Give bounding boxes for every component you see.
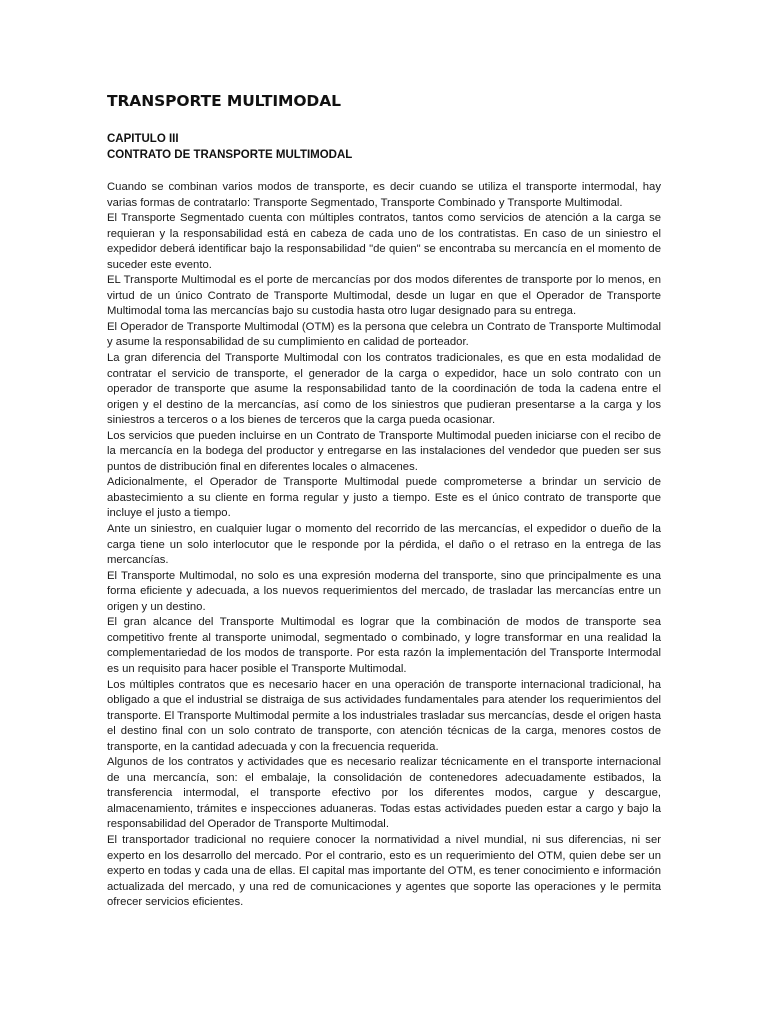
paragraph: El Transporte Multimodal, no solo es una expresión moderna del transporte, sino que principalmente es una forma eficiente y adecuada, a los nuevos requerimientos del mercado, de trasladar las mercancías entre un origen y un destino. <box>107 569 661 613</box>
chapter-heading <box>107 131 352 163</box>
paragraph: EL Transporte Multimodal es el porte de mercancías por dos modos diferentes de transporte por lo menos, en virtud de un único Contrato de Transporte Multimodal, desde un lugar en que el Operador de Transporte Multimodal toma las mercancías bajo su custodia hasta otro lugar designado para su entrega. <box>107 274 661 318</box>
paragraph: Los servicios que pueden incluirse en un Contrato de Transporte Multimodal pueden iniciarse con el recibo de la mercancía en la bodega del productor y entregarse en las instalaciones del vendedor que pueden ser sus puntos de distribución final en diferentes locales o almacenes. <box>107 429 661 473</box>
paragraph: El gran alcance del Transporte Multimodal es lograr que la combinación de modos de transporte sea competitivo frente al transporte unimodal, segmentado o combinado, y logre transformar en una realidad la complementariedad de los modos de transporte. Por esta razón la implementación del Transporte Intermodal es un requisito para hacer posible el Transporte Multimodal. <box>107 616 661 675</box>
chapter-subtitle: CONTRATO DE TRANSPORTE MULTIMODAL <box>107 149 353 161</box>
paragraph: El Operador de Transporte Multimodal (OTM) es la persona que celebra un Contrato de Transporte Multimodal y asume la responsabilidad de su cumplimiento en calidad de porteador. <box>107 320 661 349</box>
document-body <box>107 180 661 911</box>
paragraph: Cuando se combinan varios modos de transporte, es decir cuando se utiliza el transporte intermodal, hay varias formas de contratarlo: Transporte Segmentado, Transporte Combinado y Transporte Multimodal. <box>107 181 661 209</box>
paragraph: Ante un siniestro, en cualquier lugar o momento del recorrido de las mercancías, el expedidor o dueño de la carga tiene un solo interlocutor que le responde por la pérdida, el daño o el retraso en la entrega de las mercancías. <box>107 523 661 567</box>
paragraph: Adicionalmente, el Operador de Transporte Multimodal puede comprometerse a brindar un servicio de abastecimiento a su cliente en forma regular y justo a tiempo. Este es el único contrato de transporte que incluye el justo a tiempo. <box>107 476 661 520</box>
paragraph: Algunos de los contratos y actividades que es necesario realizar técnicamente en el transporte internacional de una mercancía, son: el embalaje, la consolidación de contenedores adecuadamente estibados, la transferencia intermodal, el transporte efectivo por los diferentes modos, cargue y descargue, almacenamiento, trámites e inspecciones aduaneras. Todas estas actividades pueden estar a cargo y bajo la responsabilidad del Operador de Transporte Multimodal. <box>107 756 661 831</box>
document-title: TRANSPORTE MULTIMODAL <box>107 92 341 110</box>
paragraph: Los múltiples contratos que es necesario hacer en una operación de transporte internacional tradicional, ha obligado a que el industrial se distraiga de sus actividades fundamentales para atender los requerimientos del transporte. El Transporte Multimodal permite a los industriales trasladar sus mercancías, desde el origen hasta el destino final con un solo contrato de transporte, con atención técnicas de la carga, menores costos de transporte, en la cantidad adecuada y con la frecuencia requerida. <box>107 678 661 753</box>
paragraph: La gran diferencia del Transporte Multimodal con los contratos tradicionales, es que en esta modalidad de contratar el servicio de transporte, el generador de la carga o expedidor, hace un solo contrato con un operador de transporte que asume la responsabilidad tanto de la coordinación de toda la cadena entre el origen y el destino de la mercancías, así como de los siniestros que pudieran presentarse a la carga y los siniestros a terceros o a los bienes de terceros que la carga pueda ocasionar. <box>107 352 661 427</box>
paragraph: El Transporte Segmentado cuenta con múltiples contratos, tantos como servicios de atención a la carga se requieran y la responsabilidad está en cabeza de cada uno de los contratistas. En caso de un siniestro el expedidor deberá identificar bajo la responsabilidad "de quien" se encontraba su mercancía en el momento de suceder este evento. <box>107 212 661 271</box>
chapter-number: CAPITULO III <box>107 133 179 145</box>
paragraph: El transportador tradicional no requiere conocer la normatividad a nivel mundial, ni sus diferencias, ni ser experto en los desarrollo del mercado. Por el contrario, esto es un requerimiento del OTM, quien debe ser un experto en todas y cada una de ellas. El capital mas importante del OTM, es tener conocimiento e información actualizada del mercado, y una red de comunicaciones y agentes que soporte las operaciones y le permita ofrecer servicios eficientes. <box>107 833 661 909</box>
